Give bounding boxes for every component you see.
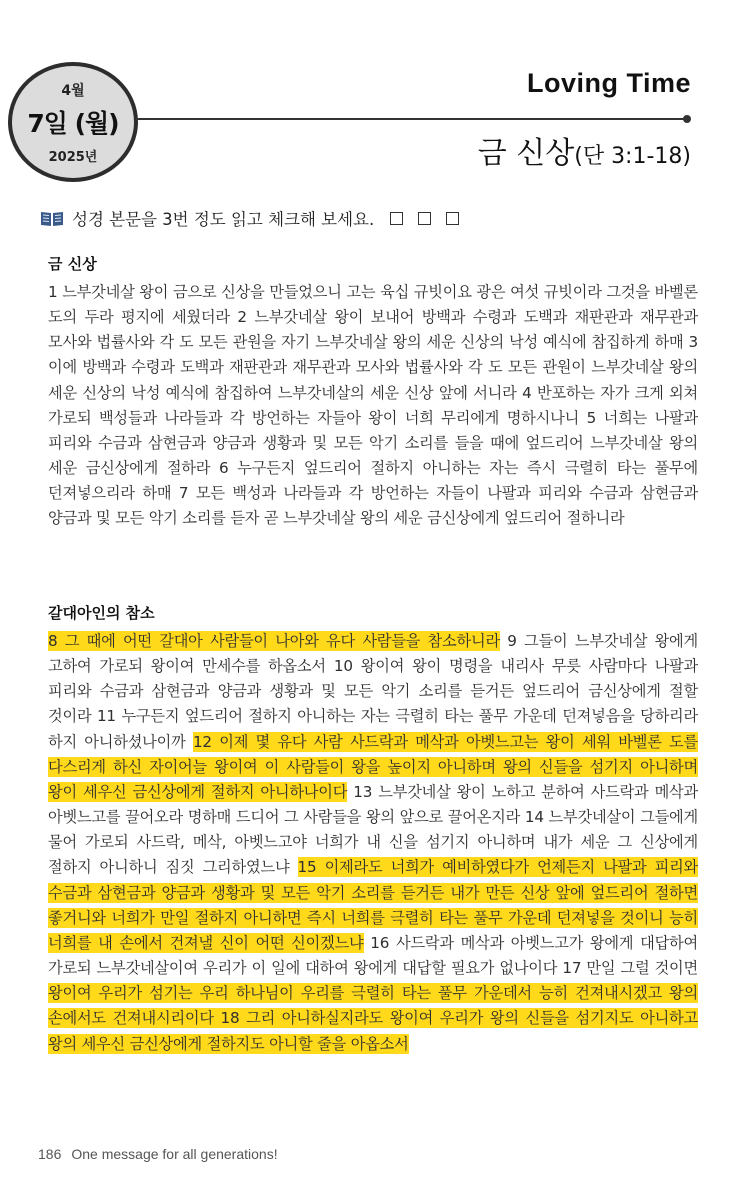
verse-segment: 15 이제라도 너희가 예비하였다가 언제든지 나팔과 피리와 수금과 삼현금과 양금과 생황과 및 모든 악기 소리를 듣거든 내가 만든 신상 앞에 엎드리어 절하면 좋거니와 너희가 만일 절하지 아니하면 즉시 너희를 극렬히 타는 풀무 가운데 던져넣을 것이니 능히 너희를 내 손에서 건져낼 신이 어떤 신이겠느냐	[48, 858, 699, 952]
read-checkbox-3[interactable]	[446, 212, 459, 225]
date-day: 7일 (월)	[27, 109, 119, 138]
read-checkbox-1[interactable]	[390, 212, 403, 225]
page-number: 186	[38, 1146, 62, 1162]
page-footer	[38, 1146, 278, 1162]
page-title	[478, 128, 691, 172]
open-book-icon	[40, 210, 64, 227]
date-badge	[8, 62, 138, 182]
date-month: 4월	[61, 83, 85, 99]
instruction-text: 성경 본문을 3번 정도 읽고 체크해 보세요.	[72, 210, 375, 229]
header-divider	[136, 118, 686, 120]
scripture-passage: 1 느부갓네살 왕이 금으로 신상을 만들었으니 고는 육십 규빗이요 광은 여섯 규빗이라 그것을 바벨론 도의 두라 평지에 세웠더라 2 느부갓네살 왕이 보내어 방백과 수령과 도백과 재판관과 재무관과 모사와 법률사와 각 도 모든 관원을 자기 느부갓네살 왕의 세운 신상의 낙성 예식에 참집하게 하매 3 이에 방백과 수령과 도백과 재판관과 재무관과 모사와 법률사와 각 도 모든 관원이 느부갓네살 왕의 세운 신상의 낙성 예식에 참집하여 느부갓네살의 세운 신상 앞에 서니라 4 반포하는 자가 크게 외쳐 가로되 백성들과 나라들과 각 방언하는 자들아 왕이 너희 무리에게 명하시나니 5 너희는 나팔과 피리와 수금과 삼현금과 양금과 생황과 및 모든 악기 소리를 들을 때에 엎드리어 느부갓네살 왕의 세운 금신상에게 절하라 6 누구든지 엎드리어 절하지 아니하는 자는 즉시 극렬히 타는 풀무에 던져넣으리라 하매 7 모든 백성과 나라들과 각 방언하는 자들이 나팔과 피리와 수금과 삼현금과 양금과 및 모든 악기 소리를 듣자 곧 느부갓네살 왕의 세운 금신상에게 엎드리어 절하니라	[48, 283, 698, 528]
title-text: 금 신상	[477, 136, 575, 171]
section-golden-image	[48, 253, 698, 532]
divider-dot	[683, 115, 691, 123]
verse-segment: 9 그들이 느부갓네살 왕에게 고하여 가로되 왕이여 만세수를 하옵소서 10 왕이여 왕이 명령을 내리사 무릇 사람마다 나팔과 피리와 수금과 삼현금과 양금과 생황과 및 모든 악기 소리를 듣거든 엎드리어 금신상에게 절할 것이라 11 누구든지 엎드리어 절하지 아니하는 자는 극렬히 타는 풀무 가운데 던져넣음을 당하리라 하지 아니하셨나이까	[48, 632, 698, 751]
section-heading: 금 신상	[48, 255, 97, 273]
verse-segment: 16 사드락과 메삭과 아벳느고가 왕에게 대답하여 가로되 느부갓네살이여 우리가 이 일에 대하여 왕에게 대답할 필요가 없나이다 17 만일 그럴 것이면	[48, 933, 698, 978]
scripture-passage	[48, 629, 698, 1057]
date-year: 2025년	[48, 150, 98, 165]
read-checkbox-2[interactable]	[418, 212, 431, 225]
scripture-reference: (단 3:1-18)	[574, 144, 691, 169]
verse-segment: 왕이여 우리가 섬기는 우리 하나님이 우리를 극렬히 타는 풀무 가운데서 능히 건져내시겠고 왕의 손에서도 건져내시리이다 18 그리 아니하실지라도 왕이여 우리가 왕의 신들을 섬기지도 아니하고 왕의 세우신 금신상에게 절하지도 아니할 줄을 아옵소서	[48, 984, 698, 1053]
section-accusation	[48, 602, 698, 1057]
footer-tagline: One message for all generations!	[71, 1146, 278, 1162]
brand-title: Loving Time	[526, 68, 691, 98]
verse-segment: 12 이제 몇 유다 사람 사드락과 메삭과 아벳느고는 왕이 세워 바벨론 도를 다스리게 하신 자이어늘 왕이여 이 사람들이 왕을 높이지 아니하며 왕의 신들을 섬기지 아니하며 왕이 세우신 금신상에게 절하지 아니하나이다	[48, 732, 698, 801]
verse-segment: 13 느부갓네살 왕이 노하고 분하여 사드락과 메삭과 아벳느고를 끌어오라 명하매 드디어 그 사람들을 왕의 앞으로 끌어온지라 14 느부갓네살이 그들에게 물어 가로되 사드락, 메삭, 아벳느고야 너희가 내 신을 섬기지 아니하며 내가 세운 그 신상에게 절하지 아니하니 짐짓 그리하였느냐	[48, 782, 698, 877]
section-heading: 갈대아인의 참소	[48, 604, 155, 622]
reading-instruction	[40, 206, 459, 230]
verse-segment: 8 그 때에 어떤 갈대아 사람들이 나아와 유다 사람들을 참소하니라	[48, 632, 500, 650]
